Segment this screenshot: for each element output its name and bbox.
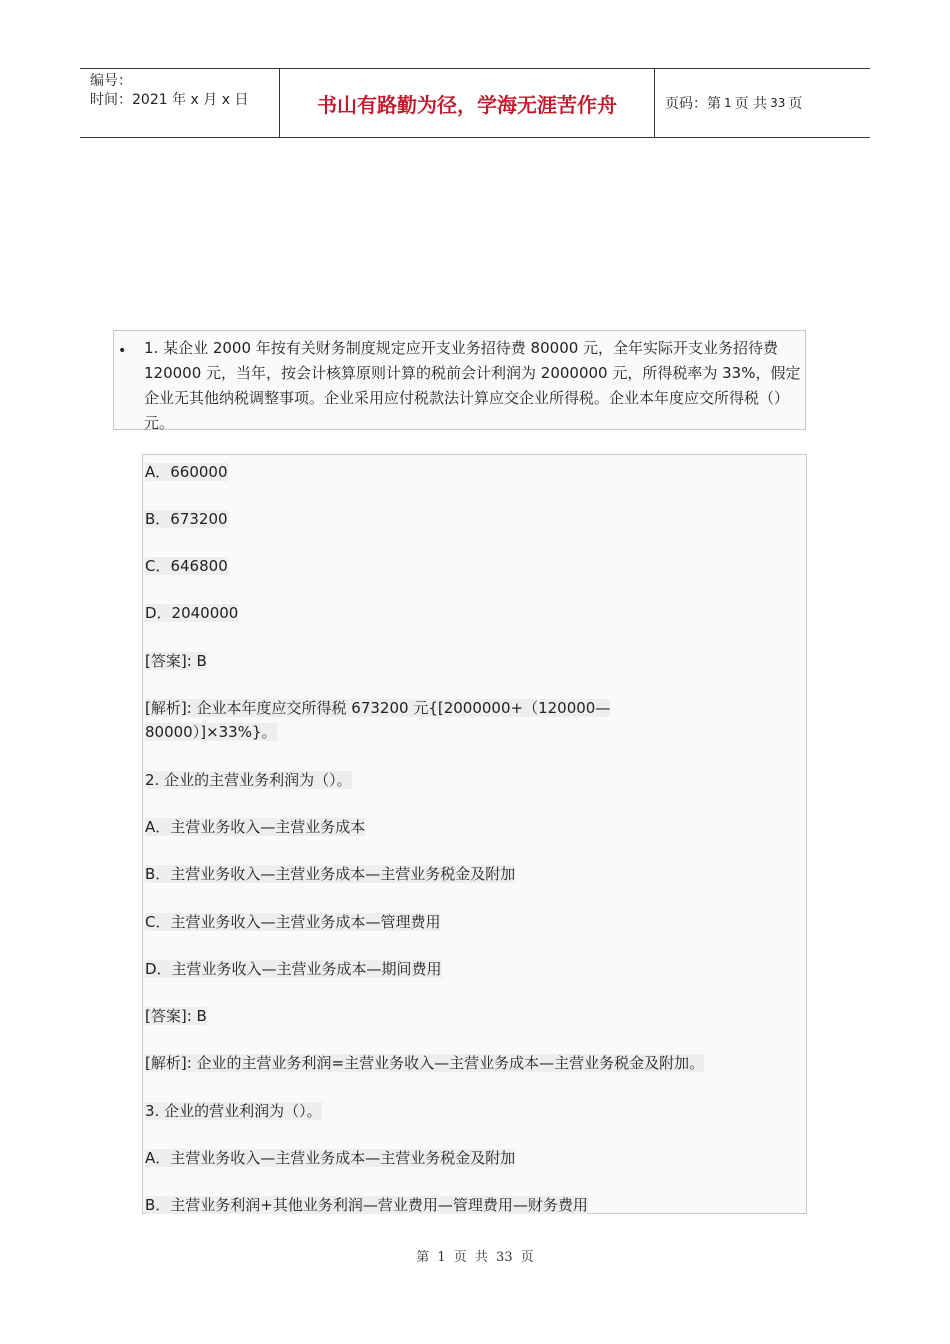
option-line: B．673200 bbox=[145, 510, 228, 528]
answer-line: [答案]: B bbox=[145, 1007, 207, 1025]
option-line: C．主营业务收入—主营业务成本—管理费用 bbox=[145, 913, 441, 931]
question-line: 3. 企业的营业利润为（）。 bbox=[145, 1102, 322, 1120]
question-content-box bbox=[142, 454, 807, 1214]
page-header bbox=[80, 68, 870, 138]
option-line: B．主营业务收入—主营业务成本—主营业务税金及附加 bbox=[145, 865, 516, 883]
document-time-label: 时间：2021 年 x 月 x 日 bbox=[90, 92, 249, 108]
question-1-text: 1. 某企业 2000 年按有关财务制度规定应开支业务招待费 80000 元，全年实际开支业务招待费 120000 元，当年，按会计核算原则计算的税前会计利润为 2000000 元，所得税率为 33%，假定企业无其他纳税调整事项。企业采用应付税款法计算应交企业所得税。企业本年度应交所得税（）元。 bbox=[144, 339, 801, 432]
document-number-label: 编号： bbox=[90, 73, 132, 89]
explanation-line: [解析]: 企业的主营业务利润=主营业务收入—主营业务成本—主营业务税金及附加。 bbox=[145, 1054, 705, 1072]
page-suffix: 页 bbox=[788, 96, 803, 112]
page-number: 1 bbox=[724, 96, 732, 110]
question-1-box bbox=[113, 330, 806, 430]
option-line: A．660000 bbox=[145, 463, 228, 481]
page-mid: 页 共 bbox=[734, 96, 768, 112]
option-line: D．主营业务收入—主营业务成本—期间费用 bbox=[145, 960, 442, 978]
option-line: A．主营业务收入—主营业务成本 bbox=[145, 818, 366, 836]
option-line: C．646800 bbox=[145, 557, 228, 575]
question-line: 2. 企业的主营业务利润为（）。 bbox=[145, 771, 352, 789]
explanation-line: 80000）]×33%}。 bbox=[145, 723, 277, 741]
option-line: B．主营业务利润+其他业务利润—营业费用—管理费用—财务费用 bbox=[145, 1196, 588, 1214]
page-footer: 第 1 页 共 33 页 bbox=[416, 1250, 534, 1265]
explanation-line: [解析]: 企业本年度应交所得税 673200 元{[2000000+（120000— bbox=[145, 699, 611, 717]
header-page-info bbox=[655, 69, 870, 137]
option-line: D．2040000 bbox=[145, 604, 239, 622]
page-prefix: 页码：第 bbox=[665, 96, 721, 112]
page-total: 33 bbox=[770, 96, 786, 110]
answer-line: [答案]: B bbox=[145, 652, 207, 670]
header-meta bbox=[80, 69, 280, 137]
bullet-icon: • bbox=[118, 343, 127, 359]
header-motto: 书山有路勤为径，学海无涯苦作舟 bbox=[280, 69, 655, 137]
option-line: A．主营业务收入—主营业务成本—主营业务税金及附加 bbox=[145, 1149, 516, 1167]
